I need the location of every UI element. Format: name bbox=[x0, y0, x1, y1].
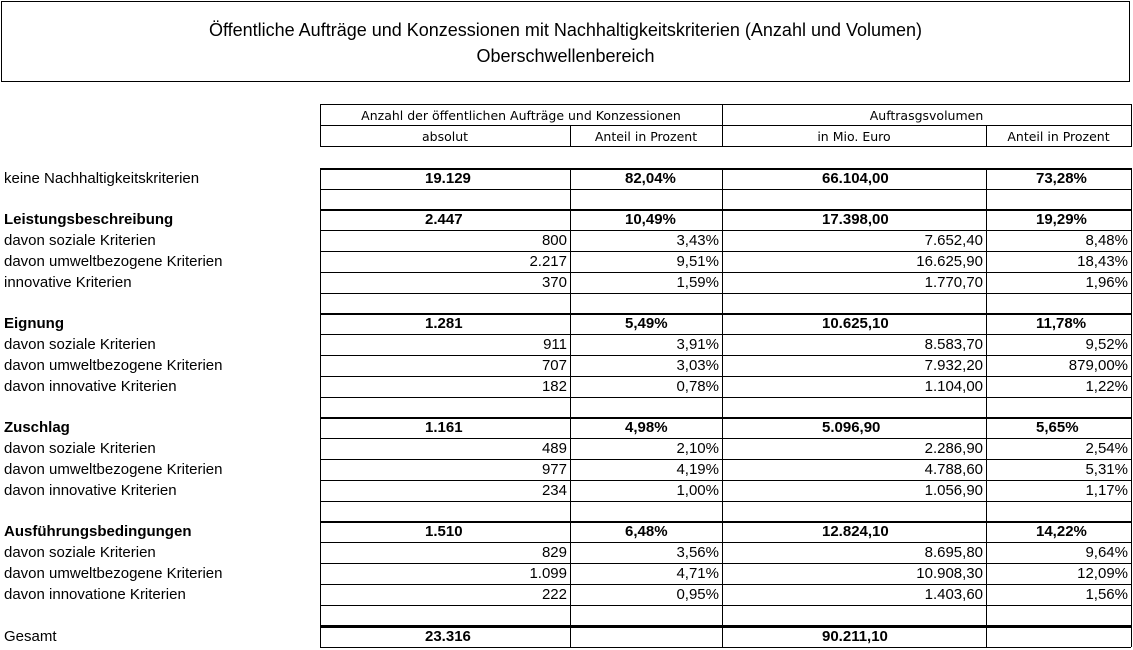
cell-c4: 9,64% bbox=[1085, 544, 1128, 561]
row-label: Gesamt bbox=[4, 628, 57, 645]
cell-c4: 879,00% bbox=[1068, 357, 1128, 374]
header-vline bbox=[722, 104, 723, 147]
cell-c1: 234 bbox=[541, 482, 567, 499]
row-label: davon umweltbezogene Kriterien bbox=[4, 253, 223, 270]
row-divider bbox=[320, 397, 1131, 398]
cell-c4: 14,22% bbox=[1036, 523, 1087, 540]
header-col-count-share: Anteil in Prozent bbox=[594, 129, 698, 144]
row-label: Ausführungsbedingungen bbox=[4, 523, 192, 540]
row-label: davon soziale Kriterien bbox=[4, 544, 156, 561]
row-label: davon umweltbezogene Kriterien bbox=[4, 565, 223, 582]
row-label: Leistungsbeschreibung bbox=[4, 211, 174, 228]
cell-c3: 1.770,70 bbox=[924, 274, 983, 291]
cell-c1: 707 bbox=[541, 357, 567, 374]
cell-c2: 3,56% bbox=[676, 544, 719, 561]
header-group-count: Anzahl der öffentlichen Aufträge und Konzessionen bbox=[361, 108, 681, 123]
row-label: keine Nachhaltigkeitskriterien bbox=[4, 170, 200, 187]
cell-c4: 19,29% bbox=[1036, 211, 1087, 228]
row-label: davon soziale Kriterien bbox=[4, 336, 156, 353]
table-bottom-line bbox=[320, 647, 1131, 648]
cell-c3: 1.403,60 bbox=[924, 586, 983, 603]
cell-c2: 3,43% bbox=[676, 232, 719, 249]
row-label: davon umweltbezogene Kriterien bbox=[4, 357, 223, 374]
header-vline bbox=[570, 125, 571, 147]
page-title: Öffentliche Aufträge und Konzessionen mit Nachhaltigkeitskriterien (Anzahl und Volumen) bbox=[208, 20, 923, 40]
column-divider bbox=[1131, 168, 1132, 647]
cell-c4: 5,65% bbox=[1036, 419, 1079, 436]
cell-c1: 23.316 bbox=[425, 628, 471, 645]
header-group-volume: Auftrasgsvolumen bbox=[869, 108, 984, 123]
cell-c2: 4,19% bbox=[676, 461, 719, 478]
cell-c2: 0,95% bbox=[676, 586, 719, 603]
cell-c1: 1.099 bbox=[529, 565, 567, 582]
header-col-absolute: absolut bbox=[421, 129, 469, 144]
row-label: innovative Kriterien bbox=[4, 274, 132, 291]
cell-c2: 3,03% bbox=[676, 357, 719, 374]
header-vline bbox=[320, 104, 321, 147]
cell-c4: 12,09% bbox=[1077, 565, 1128, 582]
cell-c1: 1.161 bbox=[425, 419, 463, 436]
cell-c4: 18,43% bbox=[1077, 253, 1128, 270]
row-label: davon innovative Kriterien bbox=[4, 482, 177, 499]
cell-c1: 800 bbox=[541, 232, 567, 249]
row-label: Zuschlag bbox=[4, 419, 70, 436]
cell-c2: 9,51% bbox=[676, 253, 719, 270]
cell-c4: 2,54% bbox=[1085, 440, 1128, 457]
header-col-volume: in Mio. Euro bbox=[817, 129, 891, 144]
title-box bbox=[1, 1, 1130, 82]
cell-c4: 1,96% bbox=[1085, 274, 1128, 291]
row-divider bbox=[320, 625, 1131, 626]
cell-c2: 10,49% bbox=[625, 211, 676, 228]
row-label: davon soziale Kriterien bbox=[4, 440, 156, 457]
cell-c2: 4,71% bbox=[676, 565, 719, 582]
cell-c3: 12.824,10 bbox=[822, 523, 889, 540]
cell-c2: 1,00% bbox=[676, 482, 719, 499]
cell-c3: 1.056,90 bbox=[924, 482, 983, 499]
cell-c4: 1,22% bbox=[1085, 378, 1128, 395]
cell-c3: 66.104,00 bbox=[822, 170, 889, 187]
row-label: davon innovatione Kriterien bbox=[4, 586, 186, 603]
header-top-line bbox=[320, 104, 1131, 105]
row-divider bbox=[320, 501, 1131, 502]
row-divider bbox=[320, 293, 1131, 294]
cell-c1: 977 bbox=[541, 461, 567, 478]
row-label: Eignung bbox=[4, 315, 64, 332]
header-vline bbox=[1131, 104, 1132, 147]
cell-c4: 1,56% bbox=[1085, 586, 1128, 603]
cell-c3: 10.625,10 bbox=[822, 315, 889, 332]
cell-c2: 0,78% bbox=[676, 378, 719, 395]
row-label: davon soziale Kriterien bbox=[4, 232, 156, 249]
cell-c4: 5,31% bbox=[1085, 461, 1128, 478]
row-divider bbox=[320, 189, 1131, 190]
cell-c1: 911 bbox=[543, 336, 567, 353]
row-divider bbox=[320, 605, 1131, 606]
cell-c2: 2,10% bbox=[676, 440, 719, 457]
cell-c4: 11,78% bbox=[1036, 315, 1087, 332]
cell-c1: 1.510 bbox=[425, 523, 463, 540]
cell-c3: 8.695,80 bbox=[924, 544, 983, 561]
cell-c4: 1,17% bbox=[1085, 482, 1128, 499]
cell-c2: 6,48% bbox=[625, 523, 668, 540]
row-label: davon umweltbezogene Kriterien bbox=[4, 461, 223, 478]
header-col-volume-share: Anteil in Prozent bbox=[1007, 129, 1110, 144]
header-bottom-line bbox=[320, 146, 1131, 147]
cell-c2: 82,04% bbox=[625, 170, 676, 187]
cell-c1: 2.217 bbox=[529, 253, 567, 270]
cell-c3: 1.104,00 bbox=[924, 378, 983, 395]
cell-c3: 8.583,70 bbox=[924, 336, 983, 353]
cell-c1: 370 bbox=[541, 274, 567, 291]
cell-c2: 4,98% bbox=[625, 419, 668, 436]
row-label: davon innovative Kriterien bbox=[4, 378, 177, 395]
page-subtitle: Oberschwellenbereich bbox=[476, 46, 655, 66]
cell-c1: 829 bbox=[541, 544, 567, 561]
cell-c3: 17.398,00 bbox=[822, 211, 889, 228]
cell-c2: 1,59% bbox=[676, 274, 719, 291]
cell-c1: 19.129 bbox=[425, 170, 471, 187]
cell-c1: 489 bbox=[541, 440, 567, 457]
cell-c3: 4.788,60 bbox=[924, 461, 983, 478]
cell-c3: 5.096,90 bbox=[822, 419, 881, 436]
cell-c4: 9,52% bbox=[1085, 336, 1128, 353]
cell-c1: 222 bbox=[541, 586, 567, 603]
cell-c1: 1.281 bbox=[425, 315, 463, 332]
cell-c3: 2.286,90 bbox=[924, 440, 983, 457]
cell-c4: 8,48% bbox=[1085, 232, 1128, 249]
cell-c3: 90.211,10 bbox=[822, 628, 888, 645]
cell-c3: 7.652,40 bbox=[924, 232, 983, 249]
cell-c2: 5,49% bbox=[625, 315, 668, 332]
cell-c3: 10.908,30 bbox=[916, 565, 983, 582]
header-mid-line bbox=[320, 125, 1131, 126]
cell-c1: 2.447 bbox=[425, 211, 463, 228]
cell-c3: 7.932,20 bbox=[924, 357, 983, 374]
cell-c2: 3,91% bbox=[676, 336, 719, 353]
cell-c3: 16.625,90 bbox=[916, 253, 983, 270]
cell-c4: 73,28% bbox=[1036, 170, 1087, 187]
cell-c1: 182 bbox=[541, 378, 567, 395]
header-vline bbox=[986, 125, 987, 147]
